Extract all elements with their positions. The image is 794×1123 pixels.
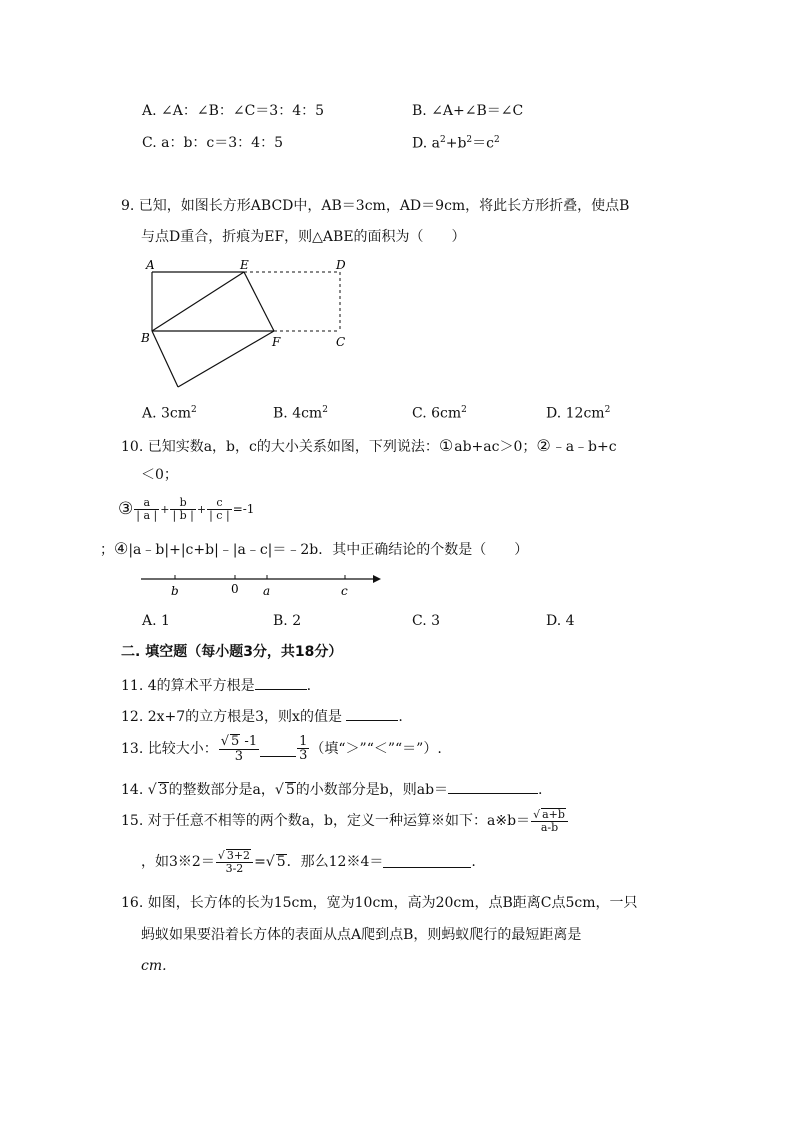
folded-edge-1 [152,331,178,387]
q13-frac-right: $\frac{1}{3}$ [299,733,308,764]
q9-stem-line2: 与点D重合，折痕为EF，则△ABE的面积为（ ） [141,229,466,245]
q10-number-line [135,570,395,600]
q10-option-a: A. 1 [142,613,170,629]
q10-option-d: D. 4 [546,613,575,629]
q11-blank[interactable] [255,677,307,690]
q13-blank[interactable] [260,746,296,757]
q8-option-a: A. ∠A：∠B：∠C＝3：4：5 [142,103,325,119]
section-2-title: 二. 填空题（每小题3分，共18分） [121,644,343,660]
q8-option-c: C. a：b：c＝3：4：5 [142,135,283,151]
circle-mark-1: ① [438,436,454,455]
q16-stem-line1: 16. 如图，长方体的长为15cm，宽为10cm，高为20cm，点B距离C点5cm，一只 [121,895,638,911]
q10-stem-line2: ＜0； [141,467,178,483]
label-a: A [146,258,155,272]
axis-label-a: a [263,584,271,598]
circle-mark-2: ② [536,436,551,455]
q9-option-a: A. $3cm^2$ [142,405,197,422]
q10-option-b: B. 2 [273,613,302,629]
circle-mark-4: ④ [114,539,129,558]
q9-option-b: B. $4cm^2$ [273,405,328,422]
q15-line1: 15. 对于任意不相等的两个数a，b，定义一种运算※如下：a※b＝ $\frac{√ a+b}{a-b}$ [121,808,569,833]
frac-c-over-abs-c: $\frac{c}{| c |}$ [209,496,230,522]
folded-edge-2 [178,331,274,387]
crease-ef [244,272,274,331]
label-f: F [272,335,281,349]
q14: 14. √ 3的整数部分是a，√ 5的小数部分是b，则ab＝ . [121,782,543,798]
q10-option-c: C. 3 [412,613,441,629]
q13-frac-left: $\frac{√ 5 -1}{3}$ [220,734,258,764]
label-e: E [240,258,249,272]
q15-blank[interactable] [383,855,471,868]
q9-stem-line1: 9. 已知，如图长方形ABCD中，AB＝3cm，AD＝9cm，将此长方形折叠，使点B [121,198,630,214]
q9-rectangle-figure [130,250,370,400]
axis-arrow [373,575,381,583]
axis-label-zero: 0 [231,582,239,596]
q12-blank[interactable] [346,708,398,721]
label-b: B [141,331,150,345]
q14-blank[interactable] [448,781,538,794]
frac-a-over-abs-a: $\frac{a}{| a |}$ [136,496,158,522]
q8-option-d: D. $a^2+b^2=c^2$ [412,135,500,152]
q10-statement-4: ；④|a﹣b|+|c+b|﹣|a﹣c|＝﹣2b．其中正确结论的个数是（ ） [100,539,529,558]
q16-stem-line2: 蚂蚁如果要沿着长方体的表面从点A爬到点B，则蚂蚁爬行的最短距离是 [141,927,582,943]
q16-stem-line3: cm. [141,958,167,974]
edge-be [152,272,244,331]
label-d: D [336,258,346,272]
q15-def-frac: $\frac{√ a+b}{a-b}$ [531,808,568,833]
q15-example-frac: $\frac{√ 3+2}{3-2}$ [216,849,253,874]
label-c: C [336,335,346,349]
q9-option-c: C. $6cm^2$ [412,405,467,422]
q13: 13. 比较大小： $\frac{√ 5 -1}{3}$ $\frac{1}{3}$ （填“＞”“＜”“＝”）. [121,733,442,764]
axis-label-c: c [341,584,348,598]
q15-line2: ，如3※2＝ $\frac{√ 3+2}{3-2}$ = √ 5 ．那么12※4＝ . [141,849,476,875]
q10-statement-3: ③ $\frac{a}{| a |}$ + $\frac{b}{| b |}$ + $\frac{c}{| c |}$ =-1 [118,496,255,522]
q10-stem-line1: 10. 已知实数a，b，c的大小关系如图，下列说法：①ab+ac＞0；②﹣a﹣b+c [121,436,617,455]
q9-option-d: D. $12cm^2$ [546,405,611,422]
circle-mark-3: ③ [118,498,134,519]
q11: 11. 4的算术平方根是 . [121,678,312,694]
q8-option-b: B. ∠A+∠B＝∠C [412,103,524,119]
q12: 12. 2x+7的立方根是3，则x的值是 . [121,709,403,725]
axis-label-b: b [171,584,179,598]
frac-b-over-abs-b: $\frac{b}{| b |}$ [172,496,194,522]
